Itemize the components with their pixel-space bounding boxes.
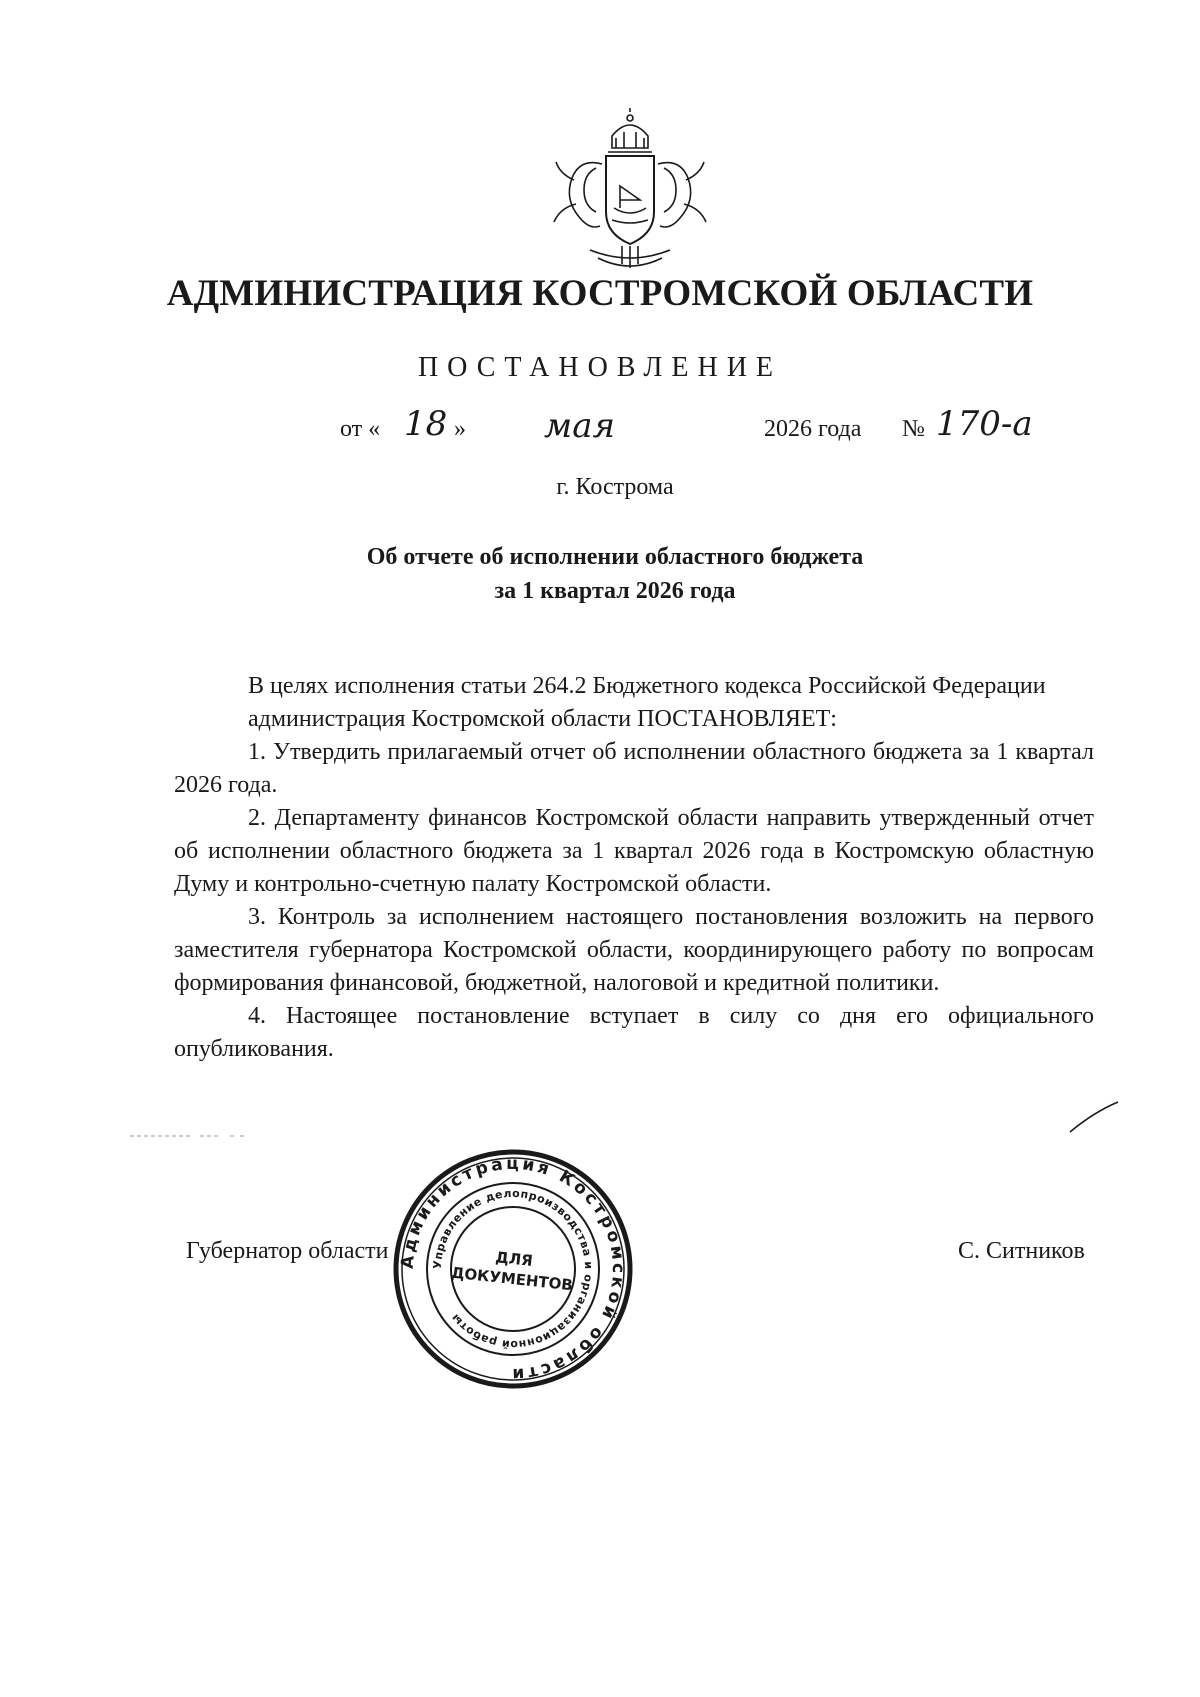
seal-center-line-1: ДЛЯ (494, 1248, 534, 1270)
subject-line-1: Об отчете об исполнении областного бюджета (366, 544, 864, 570)
document-subject (0, 540, 1200, 608)
signatory-position: Губернатор области (186, 1238, 389, 1264)
pen-stroke-mark (1068, 1100, 1120, 1134)
organization-title: АДМИНИСТРАЦИЯ КОСТРОМСКОЙ ОБЛАСТИ (166, 273, 1034, 314)
subject-line-2: за 1 квартал 2026 года (494, 578, 736, 604)
seal-outer-text: Администрация Костромской области (397, 1153, 629, 1385)
document-body (174, 670, 1094, 1066)
document-number-handwritten: 170-а (936, 404, 1033, 444)
date-day-handwritten: 18 (404, 404, 448, 444)
document-type-title: ПОСТАНОВЛЕНИЕ (417, 352, 783, 383)
signatory-name: С. Ситников (958, 1238, 1085, 1264)
preamble-paragraph: В целях исполнения статьи 264.2 Бюджетного кодекса Российской Федерации (248, 673, 1046, 699)
date-month-handwritten: мая (544, 406, 615, 446)
item-1-paragraph: 1. Утвердить прилагаемый отчет об исполнении областного бюджета за 1 квартал 2026 года. (174, 739, 1094, 798)
number-sign: № (902, 416, 925, 442)
date-close-quote: » (454, 416, 466, 442)
seal-inner-text: Управление делопроизводства и организационной работы (430, 1186, 596, 1352)
coat-of-arms-icon (550, 108, 710, 280)
item-4-paragraph: 4. Настоящее постановление вступает в силу со дня его официального опубликования. (174, 1003, 1094, 1062)
scan-dash-mark (130, 1134, 250, 1138)
item-2-paragraph: 2. Департаменту финансов Костромской области направить утвержденный отчет об исполнении областного бюджета за 1 квартал 2026 года в Костромскую областную Думу и контрольно-счетную палату Костромской области. (174, 805, 1094, 897)
official-seal-icon (392, 1148, 634, 1390)
item-3-paragraph: 3. Контроль за исполнением настоящего постановления возложить на первого заместителя губернатора Костромской области, координирующего работу по вопросам формирования финансовой, бюджетной, налоговой и кредитной политики. (174, 904, 1094, 996)
date-year: 2026 года (764, 416, 862, 442)
date-prefix: от « (340, 416, 381, 442)
city-name: г. Кострома (556, 474, 674, 500)
decree-paragraph: администрация Костромской области ПОСТАНОВЛЯЕТ: (248, 706, 837, 732)
seal-center-line-2: ДОКУМЕНТОВ (450, 1263, 574, 1295)
